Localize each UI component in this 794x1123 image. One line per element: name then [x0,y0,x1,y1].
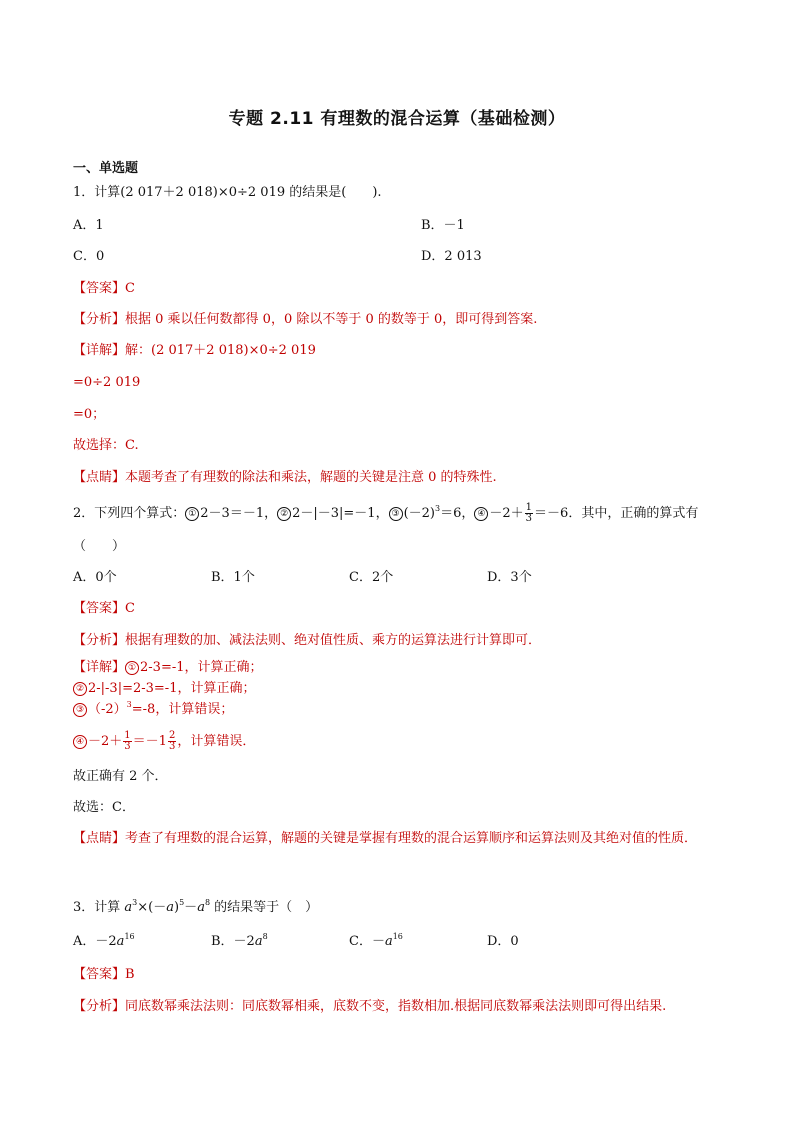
q2-comment [73,826,723,852]
analysis-text: 根据 0 乘以任何数都得 0，0 除以不等于 0 的数等于 0，即可得到答案. [125,312,538,327]
q3-analysis [73,998,666,1016]
q3-options [73,933,625,951]
q2-option-a: A．0个 [73,570,117,585]
q2-answer [73,600,135,618]
q3-option-d: D．0 [487,934,519,949]
q2-detail-1: 【详解】 ① 2-3=-1，计算正确； [73,660,263,675]
answer-tag: 【答案】 [73,281,126,296]
analysis-tag: 【分析】 [73,633,126,648]
answer-tag: 【答案】 [73,601,126,616]
detail-tag: 【详解】 [73,660,126,675]
analysis-tag: 【分析】 [73,999,126,1014]
q2-count: 故正确有 2 个． [73,769,168,784]
q1-answer [73,280,135,298]
answer-value: C [125,281,135,296]
comment-text: 本题考查了有理数的除法和乘法，解题的关键是注意 0 的特殊性. [125,470,497,485]
q2-paren: （ ） [73,539,126,554]
q2-detail-3: ③ $(-2)^3=-8$，计算错误； [73,701,233,719]
q2-detail-4: ④ －2＋ $\frac{1}{3}$ ＝－1 $\frac{2}{3}$ ，计算错误． [73,731,255,752]
q3-stem: 3．计算 $a^3\times(-a)^5-a^8$ 的结果等于（ ） [73,898,319,915]
analysis-text: 根据有理数的加、减法法则、绝对值性质、乘方的运算法进行计算即可． [125,633,542,648]
q1-comment [73,469,497,487]
q2-option-b: B．1个 [211,570,255,585]
q2-choose: 故选：C． [73,800,135,815]
q3-answer [73,966,135,984]
q3-option-a: A．$-2a^{16}$ [73,932,135,949]
q1-option-d: D．2 013 [421,249,482,264]
comment-text: 考查了有理数的混合运算，解题的关键是掌握有理数的混合运算顺序和运算法则及其绝对值的性质． [125,831,698,846]
q1-analysis [73,311,537,329]
q2-analysis [73,632,541,650]
q3-option-b: B．$-2a^8$ [211,932,268,949]
section-heading: 一、单选题 [73,161,139,176]
q2-option-c: C．2个 [349,570,394,585]
answer-value: B [125,967,135,982]
answer-value: C [125,601,135,616]
q2-expr-4: －2＋ $\frac{1}{3}$ ＝－6 [489,502,569,524]
q2-expr-2: 2－|－3|=－1， [292,506,389,521]
q1-step1: =0÷2 019 [73,375,141,390]
page-title: 专题 2.11 有理数的混合运算（基础检测） [228,109,566,129]
analysis-text: 同底数幂乘法法则：同底数幂相乘，底数不变，指数相加.根据同底数幂乘法法则即可得出结果. [125,999,667,1014]
q1-stem: 1．计算(2 017＋2 018)×0÷2 019 的结果是( ). [73,185,382,200]
q2-option-d: D．3个 [487,570,532,585]
comment-tag: 【点睛】 [73,831,126,846]
q2-detail-2: ② 2-|-3|=2-3=-1，计算正确； [73,680,255,698]
q1-detail [73,342,316,360]
q2-expr-1: 2－3＝－1， [200,506,278,521]
comment-tag: 【点睛】 [73,470,126,485]
q1-options-row2 [73,248,482,266]
q3-option-c: C．$-a^{16}$ [349,932,403,949]
detail-text: 解：(2 017＋2 018)×0÷2 019 [125,343,316,358]
analysis-tag: 【分析】 [73,312,126,327]
q1-options-row1 [73,217,465,235]
q1-option-a: A．1 [73,218,104,233]
q2-expr-3: $(-2)^3=6$， [403,504,475,521]
q1-choose: 故选择：C. [73,438,139,453]
q1-step2: =0； [73,407,106,422]
answer-tag: 【答案】 [73,967,126,982]
q2-options [73,569,625,587]
detail-tag: 【详解】 [73,343,126,358]
q1-option-c: C．0 [73,249,105,264]
q1-option-b: B．－1 [421,218,465,233]
q2-stem: 2．下列四个算式： ① 2－3＝－1， ② 2－|－3|=－1， ③ $(-2)^3=6$， ④ －2＋ $\frac{1}{3}$ ＝－6．其中，正确的算式有 [73,502,699,524]
